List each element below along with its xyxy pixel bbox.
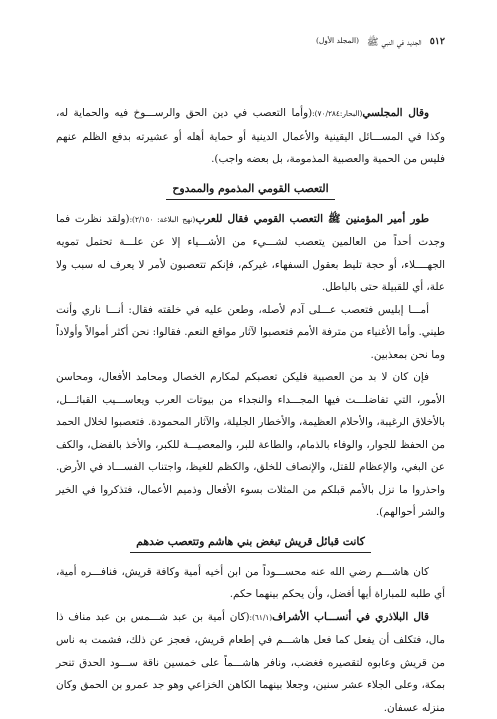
section-title-tribal-bias xyxy=(56,177,445,200)
reference-ansab: (٦١/١): xyxy=(250,613,273,622)
paragraph-nahj-quote xyxy=(56,208,445,299)
paragraph-virtues: فإن كان لا بد من العصبية فليكن تعصبكم لمكارم الخصال ومحامد الأفعال، ومحاسن الأمور، التي تفاضلـــت فيها المجـــداء والنجداء من بيوتات العرب ويعاســـيب القبائـــل، بالأخلاق الرغيبة، والأحلام العظيمة، والأخطار الجليلة، والآثار المحمودة. فتعصبوا لخلال الحمد من الحفظ للجوار، والوفاء بالذمام، والطاعة للبر، والمعصيـــة للكبر، والأخذ بالفضل، والكف عن البغي، والإعظام للقتل، والإنصاف للخلق، والكظم للغيظ، واجتناب الفســـاد في الأرض. واحذروا ما نزل بالأمم قبلكم من المثلات بسوء الأفعال وذميم الأعمال، فتذكروا في الخير والشر أحوالهم). xyxy=(56,366,445,524)
lead-amir-almuminin: طور أمير المؤمنين ﷺ التعصب القومي فقال للعرب xyxy=(195,213,429,225)
section-title-quraysh xyxy=(56,530,445,553)
paragraph-iblis: أمـــا إبليس فتعصب عـــلى آدم لأصله، وطعن عليه في خلقته فقال: أنـــا ناري وأنت طيني. وأما الأغنياء من مترفة الأمم فتعصبوا لآثار مواقع النعم. فقالوا: نحن أكثر أموالاً وأولاداً وما نحن بمعذبين. xyxy=(56,299,445,367)
paragraph-majlisi-quote xyxy=(56,102,445,171)
volume-label: (المجلد الأول) xyxy=(316,36,359,50)
quote-text: (ولقد نظرت فما وجدت أحداً من العالمين يتعصب لشـــيء من الأشـــياء إلا عن علـــة تحتمل تمويه الجهــــلاء، أو حجة تليط بعقول السفهاء، غيركم، فإنكم تتعصبون لأمر لا يعرف له سبب ولا علة، أي للقبيلة حتى بالباطل. xyxy=(56,213,445,294)
section-title-text: كانت قبائل قريش تبغض بني هاشم وتتعصب ضدهم xyxy=(130,533,371,553)
quote-text: (كان أمية بن عبد شـــمس بن عبد مناف ذا مال، فتكلف أن يفعل كما فعل هاشـــم في إطعام قريش، فعجز عن ذلك، فشمت به ناس من قريش وعابوه لتقصيره فغضب، ونافر هاشـــماً على خمسين ناقة ســـود الحدق تنحر بمكة، وعلى الجلاء عشر سنين، وجعلا بينهما الكاهن الخزاعي وهو جد عمرو بن الحمق وكان منزله عسفان. xyxy=(56,611,445,714)
quote-text: (وأما التعصب في دين الحق والرســـوخ فيه والحماية له، وكذا في المســـائل اليقينية والأعمال الدينية أو حماية أهله أو عشيرته بدفع الظلم عنهم فليس من الحمية والعصبية المذمومة، بل بعضه واجب). xyxy=(56,107,445,165)
paragraph-hashim: كان هاشـــم رضي الله عنه محســـوداً من ابن أخيه أمية وكافة قريش، فنافـــره أمية، أي طلبه للمباراة أيها أفضل، وأن يحكم بينهما حكم. xyxy=(56,561,445,606)
paragraph-baladhuri xyxy=(56,606,445,719)
running-header xyxy=(56,36,445,50)
speaker-majlisi: وقال المجلسي xyxy=(362,107,429,119)
reference-bihar: (البحار:٧٠/٢٨٤): xyxy=(312,109,362,118)
section-title-text: التعصب القومي المذموم والممدوح xyxy=(166,180,334,200)
page-number: ٥١٢ xyxy=(430,36,445,50)
reference-nahj: (نهج البلاغة: ٢/١٥٠): xyxy=(130,215,196,224)
running-title: الجديد في النبي ﷺ xyxy=(367,36,422,50)
speaker-baladhuri: قال البلاذري في أنســـاب الأشراف xyxy=(272,611,429,623)
